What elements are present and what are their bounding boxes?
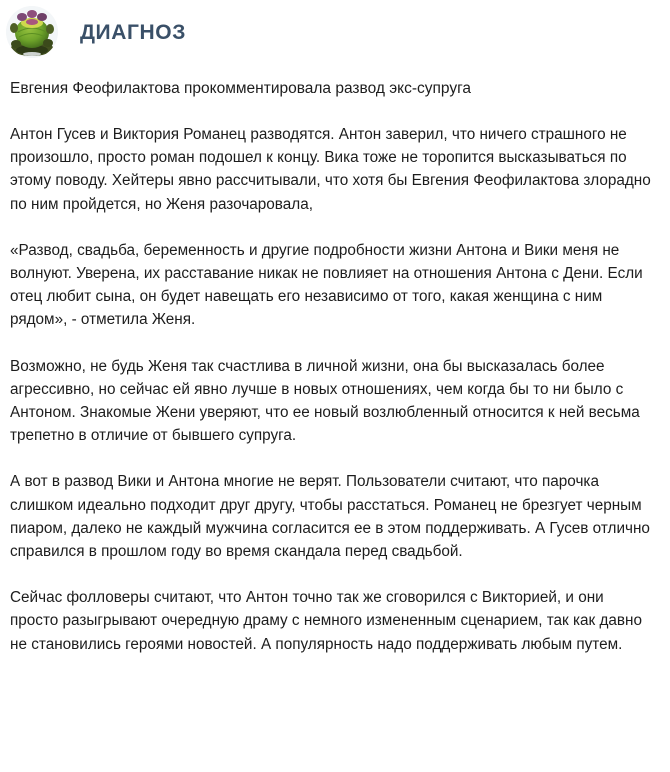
article-paragraph-4: А вот в развод Вики и Антона многие не верят. Пользователи считают, что парочка слишком идеально подходит друг другу, чтобы расстаться. Романец не брезгует черным пиаром, далеко не каждый мужчина согласится ее в этом поддерживать. А Гусев отлично справился в прошлом году во время скандала перед свадьбой. [10, 473, 650, 560]
article-lead: Евгения Феофилактова прокомментировала развод экс-супруга [10, 80, 472, 97]
article-paragraph-1: Антон Гусев и Виктория Романец разводятся. Антон заверил, что ничего страшного не произошло, просто роман подошел к концу. Вика тоже не торопится высказываться по этому поводу. Хейтеры явно рассчитывали, что хотя бы Евгения Феофилактова злорадно по ним пройдется, но Женя разочаровала, [10, 125, 651, 213]
avatar[interactable] [6, 6, 58, 58]
cactus-with-flowers-avatar-icon [6, 6, 58, 58]
article-paragraph-3: Возможно, не будь Женя так счастлива в личной жизни, она бы высказалась более агрессивно, но сейчас ей явно лучше в новых отношениях, чем когда бы то ни было с Антоном. Знакомые Жени уверяют, что ее новый возлюбленный относится к ней весьма трепетно в отличие от бывшего супруга. [10, 357, 640, 445]
channel-title[interactable]: ДИАГНОЗ [80, 20, 186, 44]
article-body [0, 79, 670, 656]
post-header [0, 0, 670, 58]
article-paragraph-2: «Развод, свадьба, беременность и другие подробности жизни Антона и Вики меня не волнуют. Уверена, их расставание никак не повлияет на отношения Антона с Дени. Если отец любит сына, он будет навещать его независимо от того, какая женщина с ним рядом», - отметила Женя. [10, 241, 643, 329]
article-paragraph-5: Сейчас фолловеры считают, что Антон точно так же сговорился с Викторией, и они просто разыгрывают очередную драму с немного измененным сценарием, так как давно не становились героями новостей. А популярность надо поддерживать любым путем. [10, 589, 642, 653]
